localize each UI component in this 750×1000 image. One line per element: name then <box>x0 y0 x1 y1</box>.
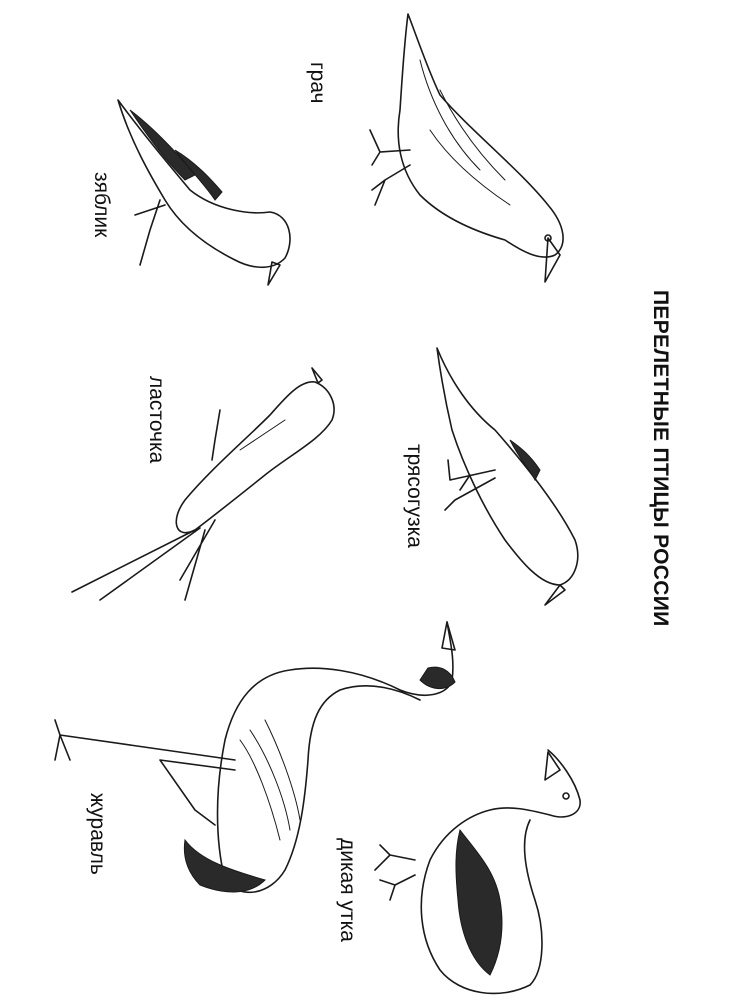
label-rook: грач <box>306 62 329 104</box>
label-swallow: ласточка <box>145 376 168 464</box>
rook-drawing <box>370 14 563 282</box>
chaffinch-drawing <box>118 100 290 285</box>
label-wild-duck: дикая утка <box>336 838 359 942</box>
label-crane: журавль <box>86 793 109 875</box>
page-title: ПЕРЕЛЕТНЫЕ ПТИЦЫ РОССИИ <box>649 290 672 627</box>
label-chaffinch: зяблик <box>90 172 113 238</box>
label-wagtail: трясогузка <box>403 444 426 548</box>
swallow-drawing <box>72 368 334 600</box>
wagtail-drawing <box>437 348 578 605</box>
wild-duck-drawing <box>375 750 580 993</box>
crane-drawing <box>55 622 455 892</box>
